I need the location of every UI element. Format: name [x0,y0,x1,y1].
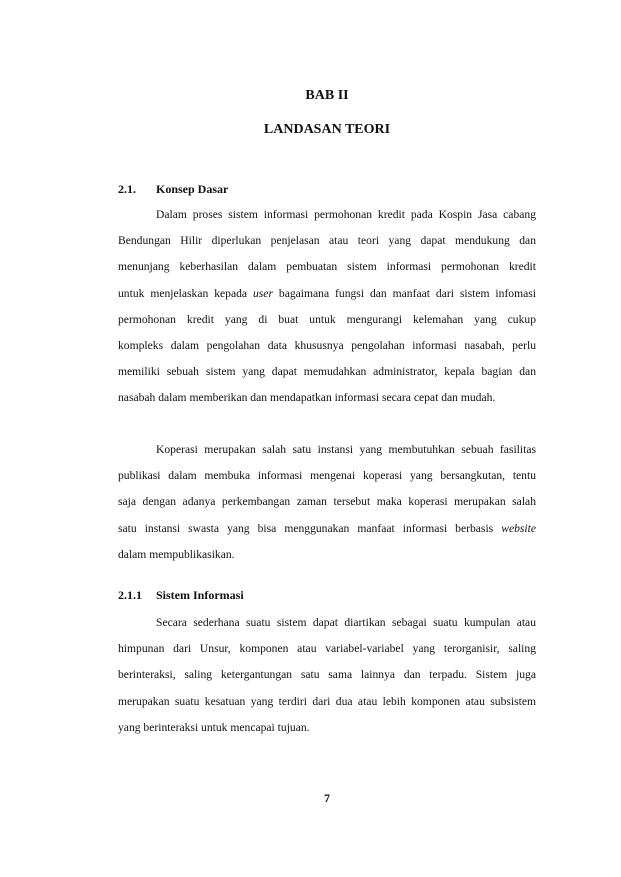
section-title: Konsep Dasar [156,182,229,196]
section-number: 2.1.1 [118,588,142,602]
text-line: memiliki sebuah sistem yang dapat memudahkan administrator, kepala bagian dan [118,365,536,379]
text-line: dalam mempublikasikan. [118,547,235,561]
text-line: kompleks dalam pengolahan data khususnya pengolahan informasi nasabah, perlu [118,338,536,352]
text-segment: bagaimana fungsi dan manfaat dari sistem infomasi [278,286,536,300]
emphasized-term: user [253,286,273,300]
text-line: Koperasi merupakan salah satu instansi yang membutuhkan sebuah fasilitas [156,443,536,456]
paragraph-konsep-dasar-1 [118,202,536,412]
chapter-title: LANDASAN TEORI [263,122,391,137]
text-line: permohonan kredit yang di buat untuk mengurangi kelemahan yang cukup [118,312,536,326]
section-number: 2.1. [118,182,136,196]
text-line: himpunan dari Unsur, komponen atau variabel-variabel yang terorganisir, saling [118,642,536,656]
text-line [118,281,536,307]
paragraph-sistem-informasi-1 [118,610,536,741]
text-segment: satu instansi swasta yang bisa menggunakan manfaat informasi berbasis [118,521,494,535]
text-line: publikasi dalam membuka informasi mengenai koperasi yang bersangkutan, tentu [118,469,536,483]
chapter-number: BAB II [305,88,349,103]
section-title: Sistem Informasi [156,588,244,602]
section-heading-2-1 [118,182,228,197]
page-number: 7 [324,791,330,805]
text-line: merupakan suatu kesatuan yang terdiri dari dua atau lebih komponen atau subsistem [118,694,536,708]
text-line: saja dengan adanya perkembangan zaman tersebut maka koperasi merupakan salah [118,495,536,509]
text-line: Secara sederhana suatu sistem dapat diartikan sebagai suatu kumpulan atau [156,616,536,629]
section-heading-2-1-1 [118,588,244,603]
text-segment: untuk menjelaskan kepada [118,286,248,300]
text-line: menunjang keberhasilan dalam pembuatan sistem informasi permohonan kredit [118,260,536,274]
text-line [118,516,536,542]
text-line: berinteraksi, saling ketergantungan satu sama lainnya dan terpadu. Sistem juga [118,668,536,682]
paragraph-konsep-dasar-2 [118,437,536,568]
text-line: nasabah dalam memberikan dan mendapatkan informasi secara cepat dan mudah. [118,391,496,405]
text-line: yang berinteraksi untuk mencapai tujuan. [118,720,310,734]
text-line: Bendungan Hilir diperlukan penjelasan atau teori yang dapat mendukung dan [118,234,536,248]
text-line: Dalam proses sistem informasi permohonan kredit pada Kospin Jasa cabang [156,208,536,221]
emphasized-term: website [501,521,536,535]
